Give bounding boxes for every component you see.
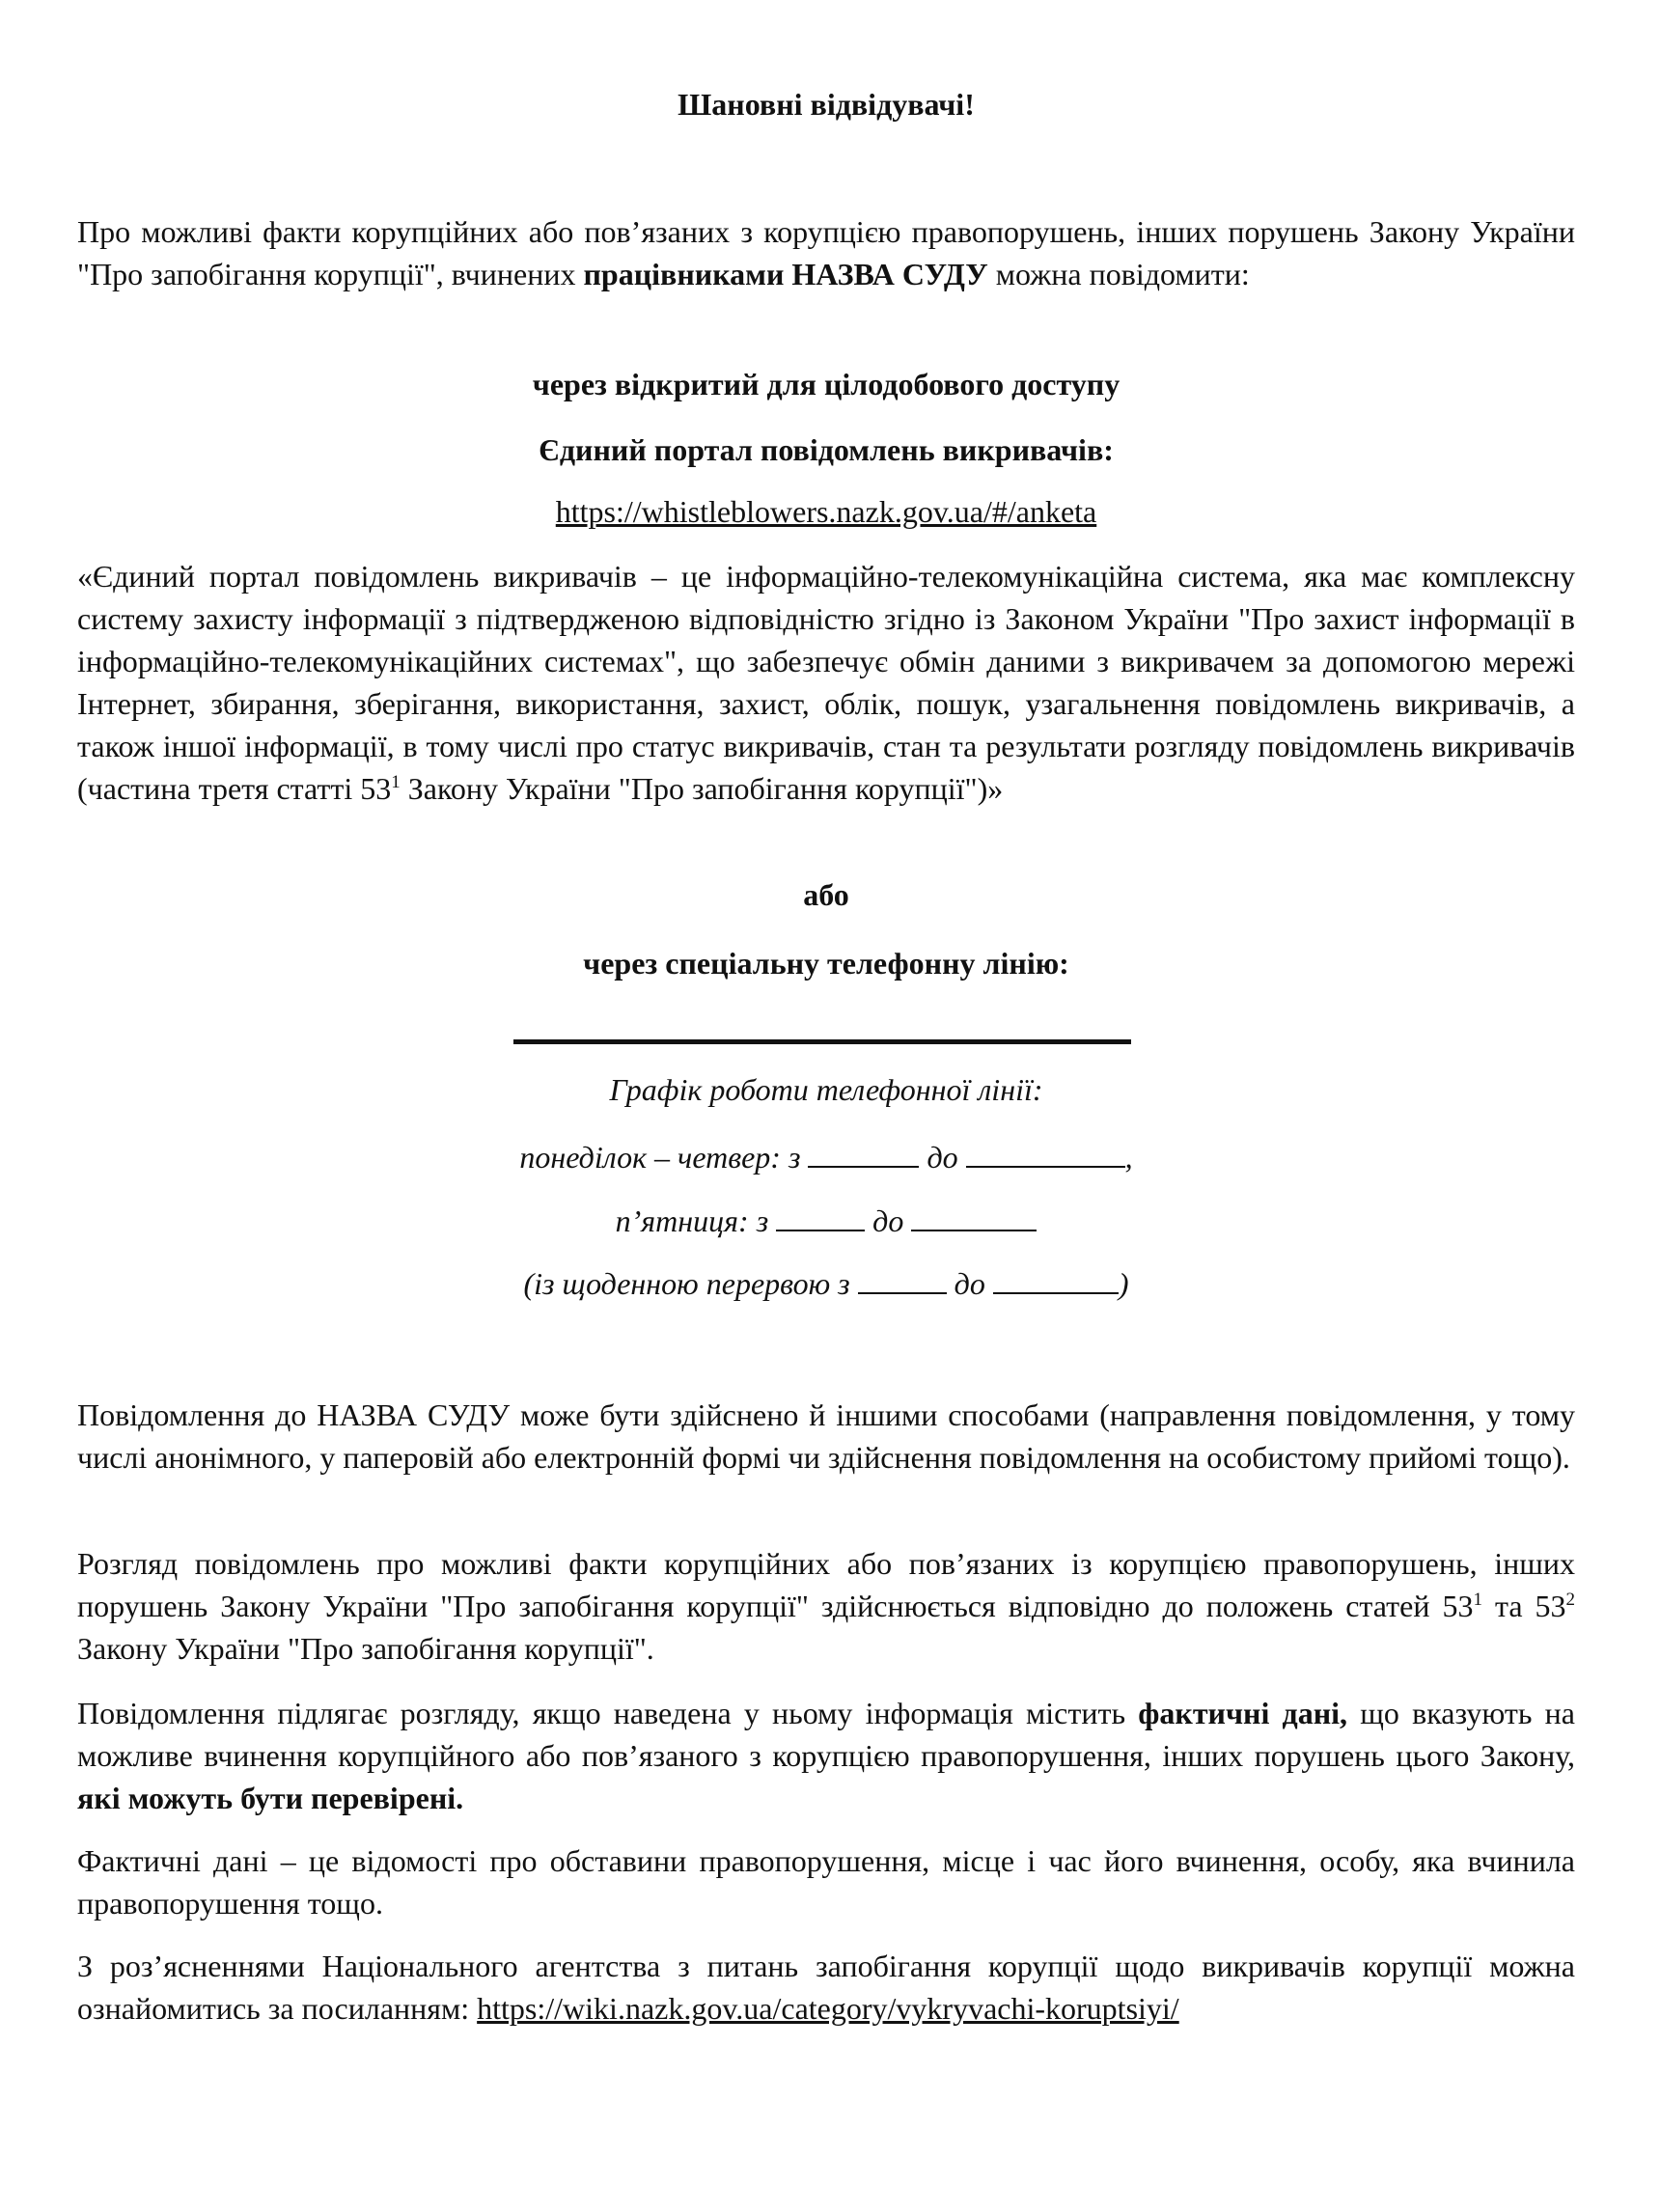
quote-paragraph [77,555,1575,810]
phone-heading: через спеціальну телефонну лінію: [583,946,1069,981]
blank-field [966,1137,1125,1168]
label: ) [1118,1266,1129,1301]
label: п’ятниця: з [615,1203,769,1238]
schedule-heading: Графік роботи телефонної лінії: [609,1072,1043,1107]
subject-bold: які можуть бути перевірені. [77,1781,464,1815]
quote-text: «Єдиний портал повідомлень викривачів – це інформаційно-телекомунікаційна система, яка має комплексну систему захисту інформації з підтвердженою відповідністю згідно із Законом України "Про захист інформації в інформаційно-телекомунікаційних системах", що забезпечує обмін даними з викривачем за допомогою мережі Інтернет, збирання, зберігання, використання, захист, облік, пошук, узагальнення повідомлень викривачів, а також іншої інформації, в тому числі про статус викривачів, стан та результати розгляду повідомлень викривачів (частина третя статті 53 [77,559,1575,806]
blank-field [858,1263,947,1294]
blank-field [808,1137,919,1168]
blank-field [911,1201,1037,1231]
review-text: та 53 [1481,1589,1566,1623]
review-paragraph [77,1542,1575,1670]
review-text: Розгляд повідомлень про можливі факти корупційних або пов’язаних із корупцією правопорушень, інших порушень Закону України "Про запобігання корупції" здійснюється відповідно до положень статей 53 [77,1546,1575,1623]
phone-number-blank [513,1039,1131,1044]
schedule-break [77,1262,1575,1305]
portal-link[interactable]: https://whistleblowers.nazk.gov.ua/#/anketa [555,494,1097,529]
subject-text: Повідомлення підлягає розгляду, якщо наведена у ньому інформація містить [77,1696,1139,1730]
quote-text-end: Закону України "Про запобігання корупції")» [400,771,1004,806]
intro-paragraph [77,210,1575,295]
label: , [1124,1140,1133,1175]
intro-bold: працівниками НАЗВА СУДУ [583,257,988,291]
intro-text: Про можливі факти корупційних або пов’язаних з корупцією правопорушень, інших порушень Закону України "Про запобігання корупції", вчинених [77,214,1575,291]
intro-text-end: можна повідомити: [987,257,1250,291]
wiki-text: З роз’ясненнями Національного агентства з питань запобігання корупції щодо викривачів корупції можна ознайомитись за посиланням: [77,1949,1575,2026]
superscript: 2 [1565,1590,1576,1610]
label: до [927,1140,958,1175]
wiki-link[interactable]: https://wiki.nazk.gov.ua/category/vykryvachi-koruptsiyi/ [477,1991,1179,2026]
portal-line2: Єдиний портал повідомлень викривачів: [539,432,1114,467]
superscript: 1 [1473,1590,1482,1610]
wiki-paragraph [77,1945,1575,2030]
label: до [872,1203,904,1238]
label: (із щоденною перервою з [523,1266,850,1301]
review-text-end: Закону України "Про запобігання корупції". [77,1631,654,1666]
other-methods-paragraph: Повідомлення до НАЗВА СУДУ може бути здійснено й іншими способами (направлення повідомлення, у тому числі анонімного, у паперовій або електронній формі чи здійснення повідомлення на особистому прийомі тощо). [77,1397,1575,1475]
label: до [954,1266,985,1301]
subject-text: що вказують на можливе вчинення корупційного або пов’язаного з корупцією правопорушення, інших порушень цього Закону, [77,1696,1576,1773]
or-label: або [803,877,849,912]
facts-paragraph: Фактичні дані – це відомості про обставини правопорушення, місце і час його вчинення, особу, яка вчинила правопорушення тощо. [77,1843,1575,1921]
schedule-fri [77,1200,1575,1242]
schedule-mon-thu [77,1136,1575,1178]
blank-field [776,1201,865,1231]
blank-field [993,1263,1119,1294]
page-title: Шановні відвідувачі! [678,87,975,122]
label: понеділок – четвер: з [519,1140,801,1175]
superscript: 1 [391,772,401,792]
subject-paragraph [77,1692,1575,1819]
subject-bold: фактичні дані, [1138,1696,1348,1730]
portal-line1: через відкритий для цілодобового доступу [532,367,1120,401]
